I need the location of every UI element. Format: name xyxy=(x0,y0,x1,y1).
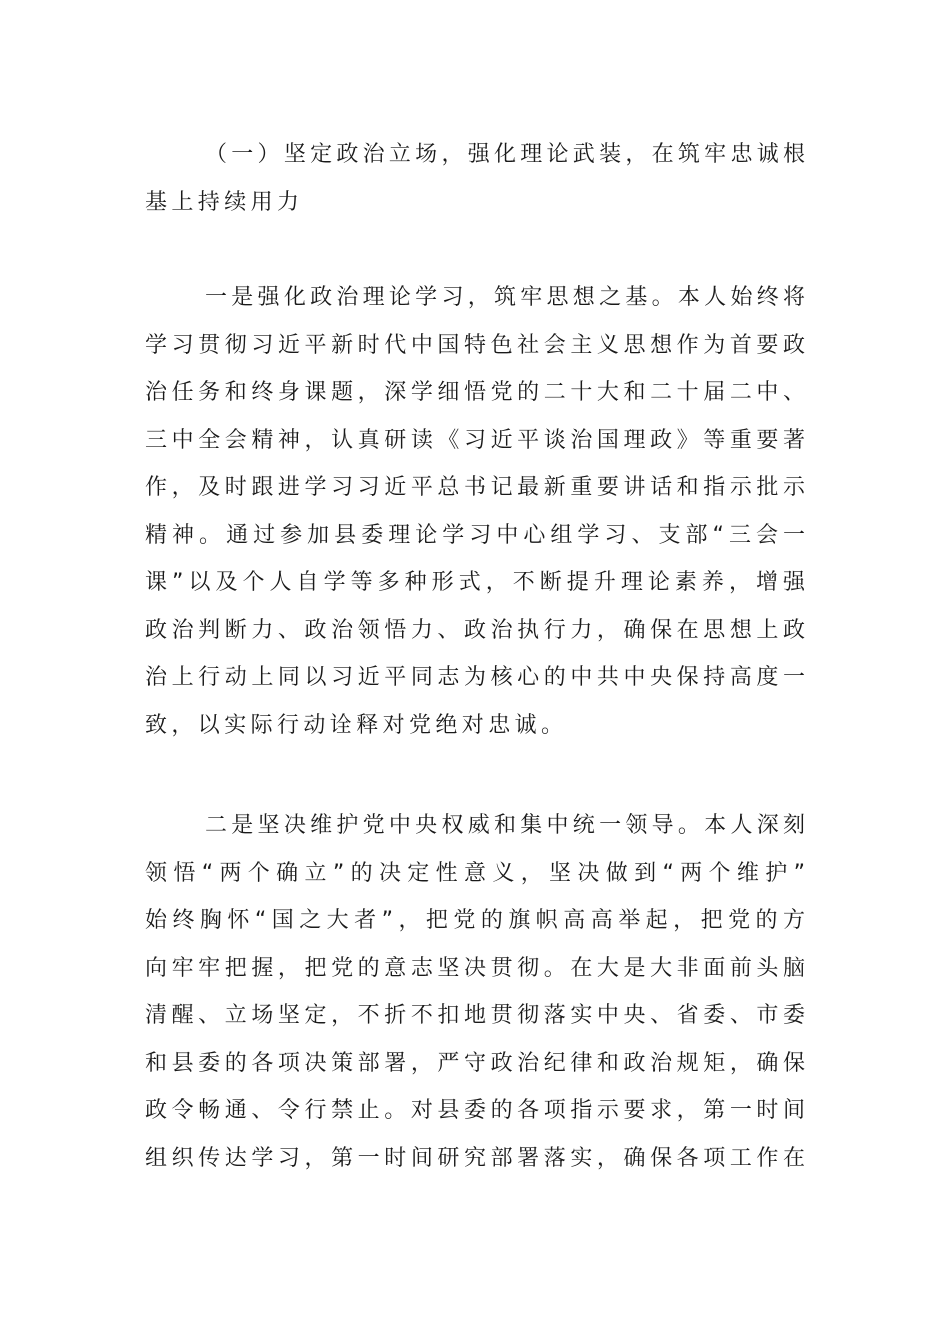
paragraph-line: 致，以实际行动诠释对党绝对忠诚。 xyxy=(145,712,568,738)
paragraph-line: 三中全会精神，认真研读《习近平谈治国理政》等重要著 xyxy=(145,427,807,453)
paragraph-line: 政令畅通、令行禁止。对县委的各项指示要求，第一时间 xyxy=(145,1098,807,1123)
paragraph-line: 作，及时跟进学习习近平总书记最新重要讲话和指示批示 xyxy=(145,475,807,500)
paragraph-line: 始终胸怀“国之大者”，把党的旗帜高高举起，把党的方 xyxy=(145,908,807,933)
paragraph-line: 清醒、立场坚定，不折不扣地贯彻落实中央、省委、市委 xyxy=(145,1003,807,1028)
paragraph-line: 治上行动上同以习近平同志为核心的中共中央保持高度一 xyxy=(145,665,807,690)
paragraph-line: 向牢牢把握，把党的意志坚决贯彻。在大是大非面前头脑 xyxy=(145,955,807,981)
paragraph-line: 二是坚决维护党中央权威和集中统一领导。本人深刻 xyxy=(205,813,807,838)
paragraph-line: 一是强化政治理论学习，筑牢思想之基。本人始终将 xyxy=(205,285,807,310)
paragraph-line: 学习贯彻习近平新时代中国特色社会主义思想作为首要政 xyxy=(145,332,807,358)
section-heading xyxy=(145,131,807,226)
paragraph-line: 和县委的各项决策部署，严守政治纪律和政治规矩，确保 xyxy=(145,1050,807,1076)
paragraph-line: 领悟“两个确立”的决定性意义，坚决做到“两个维护” xyxy=(145,860,807,886)
paragraph-line: 课”以及个人自学等多种形式，不断提升理论素养，增强 xyxy=(145,570,807,595)
heading-line: （一）坚定政治立场，强化理论武装，在筑牢忠诚根 xyxy=(205,142,807,167)
paragraph-line: 组织传达学习，第一时间研究部署落实，确保各项工作在 xyxy=(145,1145,807,1171)
paragraph-1 xyxy=(145,274,807,749)
heading-line: 基上持续用力 xyxy=(145,189,304,215)
paragraph-line: 精神。通过参加县委理论学习中心组学习、支部“三会一 xyxy=(145,522,807,548)
paragraph-2 xyxy=(145,802,807,1182)
paragraph-line: 治任务和终身课题，深学细悟党的二十大和二十届二中、 xyxy=(145,380,807,405)
paragraph-line: 政治判断力、政治领悟力、政治执行力，确保在思想上政 xyxy=(145,617,807,643)
